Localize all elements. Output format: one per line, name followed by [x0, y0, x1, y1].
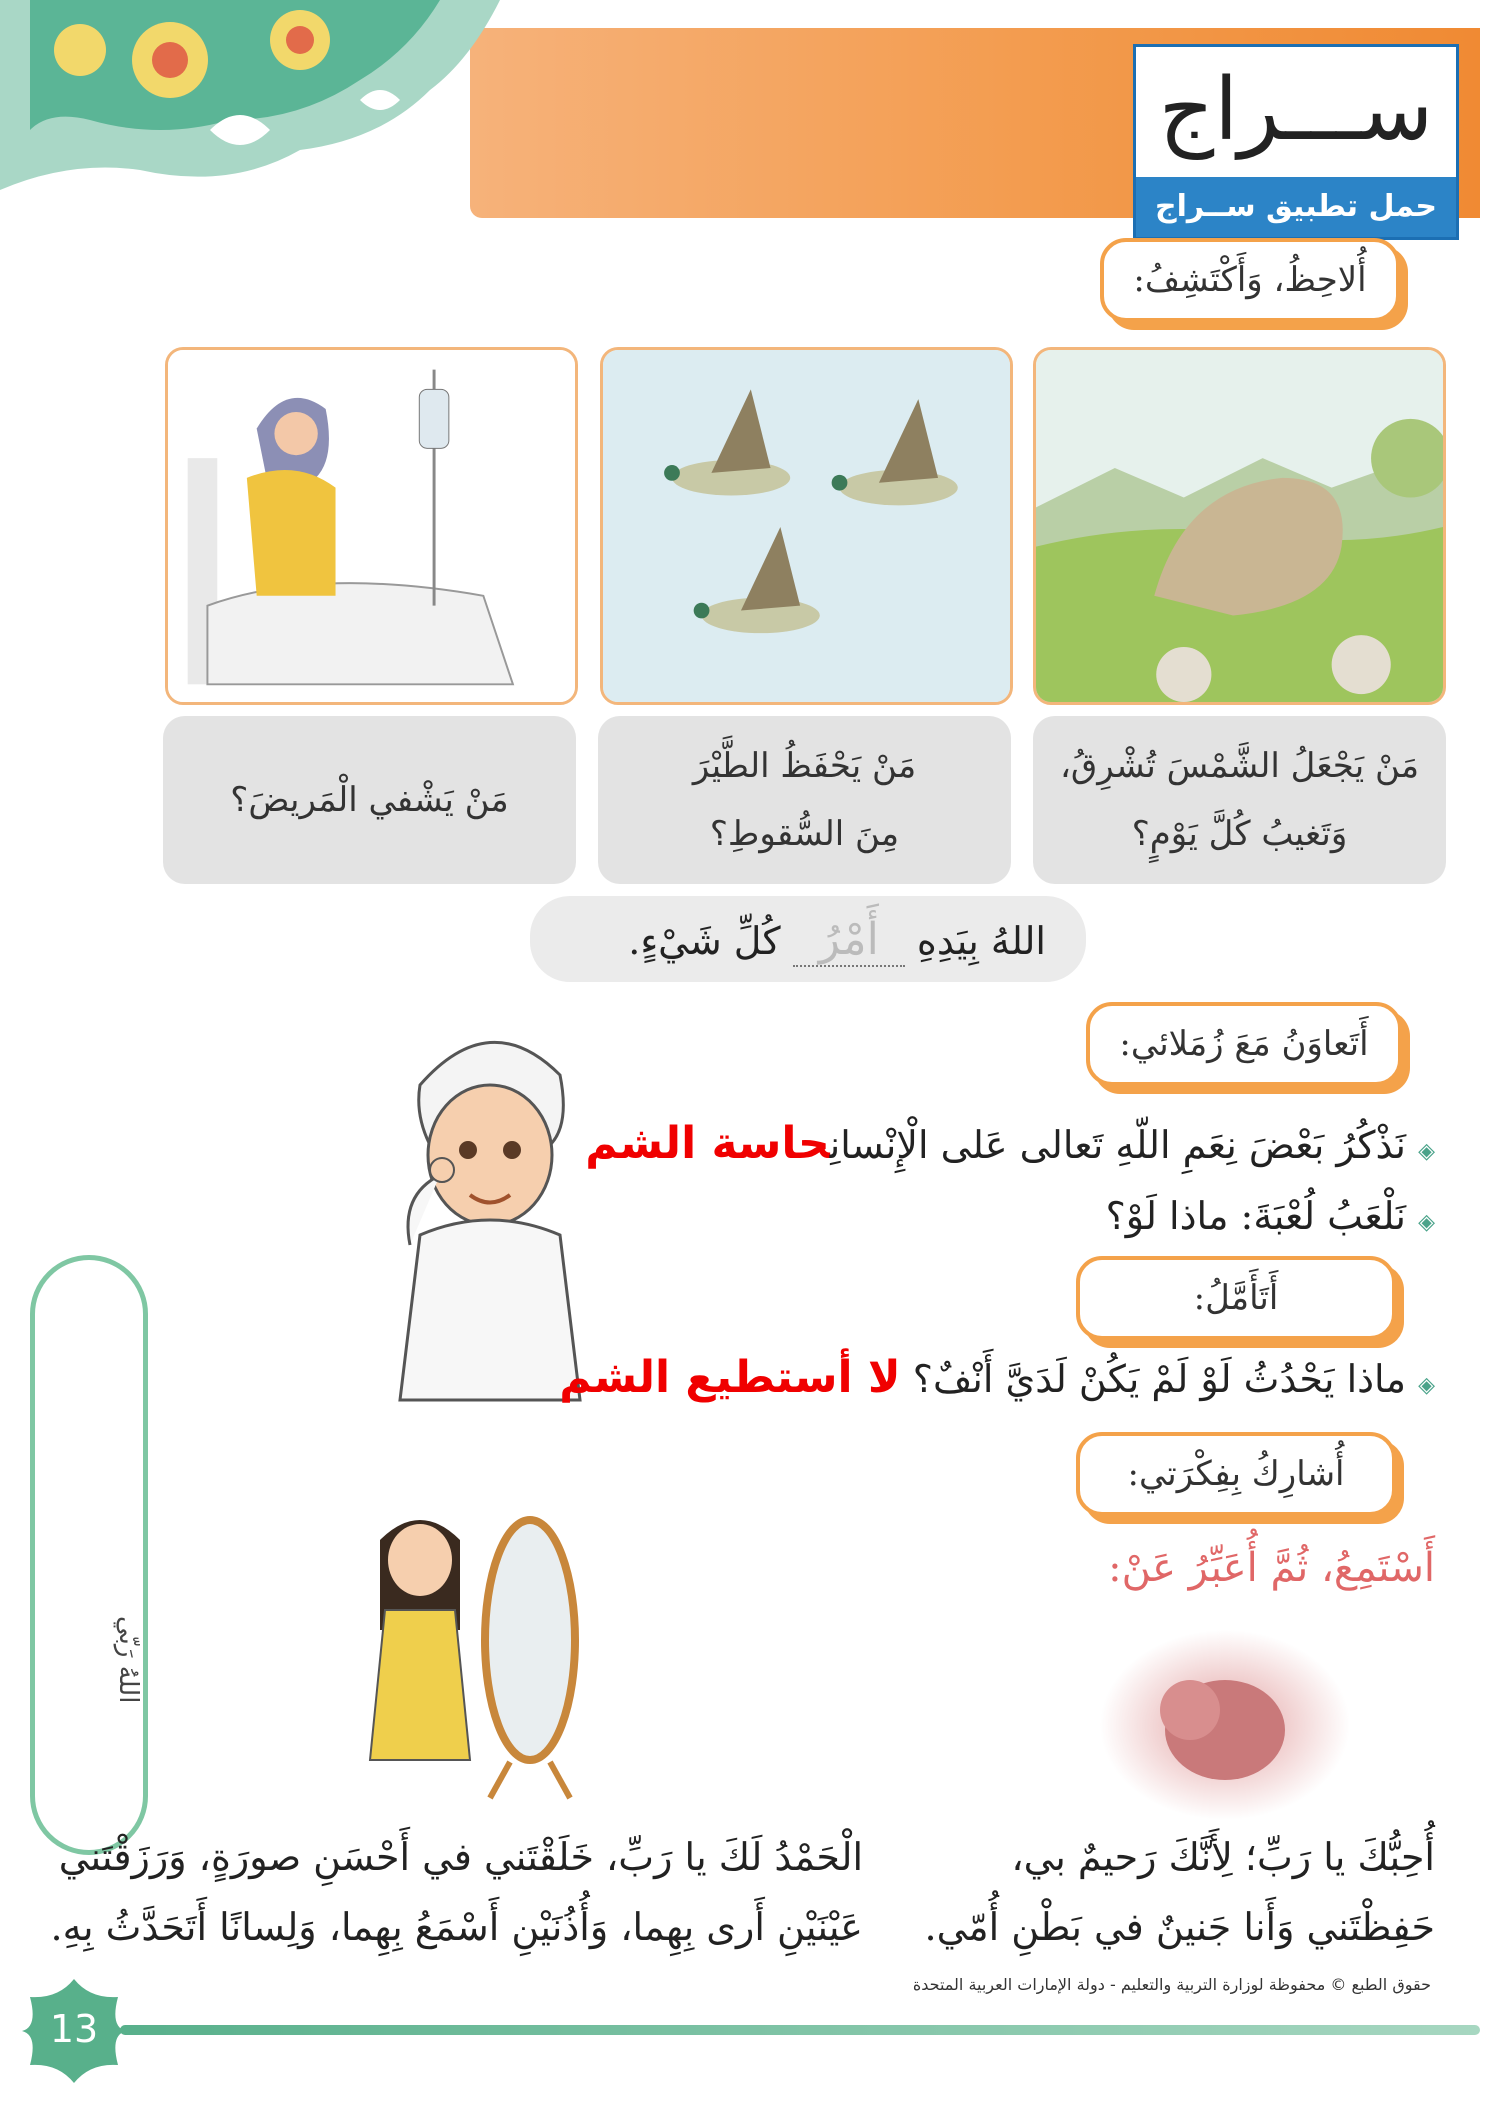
- reflect-item-text: ماذا يَحْدُثُ لَوْ لَمْ يَكُنْ لَدَيَّ أَنْفٌ؟: [912, 1357, 1406, 1401]
- poem-left: [51, 1822, 863, 1962]
- footer-line: [120, 2025, 1480, 2035]
- reflect-item: [559, 1352, 1435, 1403]
- fill-sentence: [628, 914, 1046, 965]
- fetus-image: [1100, 1630, 1350, 1820]
- caption-sun-line-2: وَتَغيبُ كُلَّ يَوْمٍ؟: [1131, 814, 1348, 854]
- caption-birds: [598, 716, 1011, 884]
- caption-sun-line-1: مَنْ يَجْعَلُ الشَّمْسَ تُشْرِقُ،: [1059, 746, 1420, 786]
- girl-mirror-illustration: [360, 1500, 590, 1800]
- fill-in-sentence-bar: [530, 896, 1086, 982]
- copyright-notice: حقوق الطبع © محفوظة لوزارة التربية والتعليم - دولة الإمارات العربية المتحدة: [912, 1975, 1431, 1994]
- poem-left-line-1: الْحَمْدُ لَكَ يا رَبِّ، خَلَقْتَني في أَحْسَنِ صورَةٍ، وَرَزَقْتَني: [58, 1835, 863, 1879]
- fill-sentence-after: كُلِّ شَيْءٍ.: [628, 919, 781, 963]
- listen-heading: أَسْتَمِعُ، ثُمَّ أُعَبِّرُ عَنْ:: [1108, 1545, 1435, 1591]
- poem-right-line-1: أُحِبُّكَ يا رَبِّ؛ لِأَنَّكَ رَحيمٌ بي،: [1011, 1835, 1435, 1879]
- bullet-icon: ◈: [1418, 1373, 1435, 1398]
- caption-birds-line-1: مَنْ يَحْفَظُ الطَّيْرَ: [692, 746, 917, 786]
- caption-sun: [1033, 716, 1446, 884]
- poem-left-line-2: عَيْنَيْنِ أَرى بِهِما، وَأُذُنَيْنِ أَسْمَعُ بِهِما، وَلِسانًا أَتَحَدَّثُ بِهِ.: [50, 1905, 863, 1949]
- cooperate-item-1-answer[interactable]: حاسة الشم: [585, 1118, 830, 1169]
- islamic-ornament-icon: [0, 0, 560, 200]
- section-cooperate-label: أَتَعاوَنُ مَعَ زُمَلائي:: [1086, 1002, 1402, 1086]
- page-number-badge: [18, 1975, 130, 2087]
- siraj-download-label[interactable]: حمل تطبيق ســراج: [1136, 177, 1456, 237]
- section-observe-label: أُلاحِظُ، وَأَكْتَشِفُ:: [1100, 238, 1400, 322]
- side-label: اللهُ رَبّي: [113, 1616, 143, 1704]
- flying-ducks-image: [600, 347, 1013, 705]
- cooperate-item-1: [585, 1118, 1435, 1169]
- section-share-label: أُشارِكُ بِفِكْرَتي:: [1076, 1432, 1396, 1516]
- sunrise-landscape-image: [1033, 347, 1446, 705]
- siraj-title: ســـراج: [1158, 60, 1434, 160]
- cooperate-item-2: [1106, 1194, 1435, 1238]
- section-reflect-label: أَتَأَمَّلُ:: [1076, 1256, 1396, 1340]
- page-number: 13: [49, 2007, 99, 2051]
- side-panel: [30, 1255, 148, 1855]
- bullet-icon: ◈: [1418, 1210, 1435, 1235]
- caption-birds-line-2: مِنَ السُّقوطِ؟: [709, 814, 900, 854]
- boy-touching-nose-illustration: [380, 1005, 600, 1405]
- caption-patient-line-1: مَنْ يَشْفي الْمَريضَ؟: [230, 780, 509, 820]
- poem-right-line-2: حَفِظْتَني وَأَنا جَنينٌ في بَطْنِ أُمّي.: [924, 1905, 1435, 1949]
- reflect-item-answer[interactable]: لا أستطيع الشم: [559, 1352, 901, 1403]
- bullet-icon: ◈: [1418, 1139, 1435, 1164]
- caption-patient: [163, 716, 576, 884]
- cooperate-item-1-text: نَذْكُرُ بَعْضَ نِعَمِ اللّهِ تَعالى عَلى الْإِنْسانِ: [829, 1123, 1406, 1167]
- fill-sentence-before: اللهُ بِيَدِهِ: [916, 919, 1046, 963]
- patient-praying-image: [165, 347, 578, 705]
- siraj-logo[interactable]: [1133, 44, 1459, 240]
- poem-right: [925, 1822, 1435, 1962]
- fill-sentence-answer[interactable]: أَمْرُ: [793, 914, 905, 967]
- cooperate-item-2-text: نَلْعَبُ لُعْبَةَ: ماذا لَوْ؟: [1105, 1194, 1406, 1238]
